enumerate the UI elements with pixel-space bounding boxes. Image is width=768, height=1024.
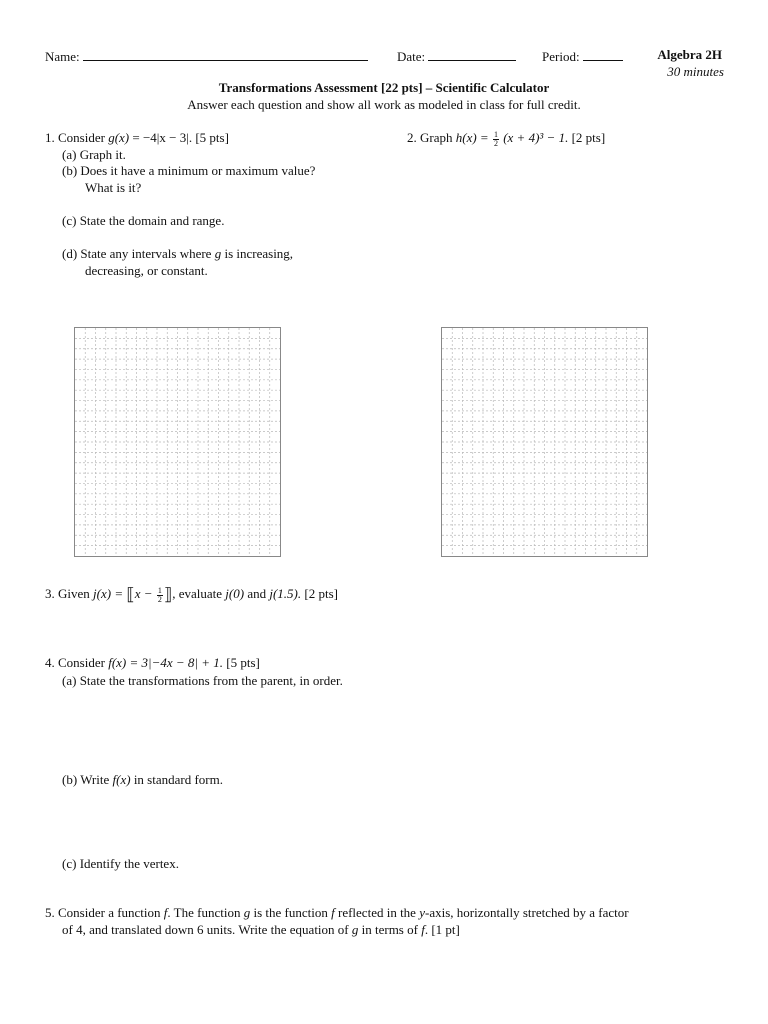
- q2-prefix: Graph: [420, 130, 453, 145]
- q4-stem: [45, 655, 260, 671]
- q5-g1: g: [243, 905, 251, 920]
- q1-stem: [45, 130, 229, 146]
- q3-floor-close: ⟧: [163, 585, 173, 604]
- period-blank[interactable]: [583, 47, 623, 61]
- time-limit: 30 minutes: [667, 64, 724, 79]
- q5-f2: f: [331, 905, 335, 920]
- q2-func-lhs: h(x) =: [455, 130, 489, 145]
- q1b-label: (b): [62, 163, 78, 178]
- q5-text-1c: is the function: [253, 905, 328, 920]
- instructions: Answer each question and show all work as modeled in class for full credit.: [187, 97, 581, 112]
- q4c-text: Identify the vertex.: [79, 856, 179, 871]
- course-name: Algebra 2H: [657, 47, 722, 62]
- q2-graph-grid[interactable]: [441, 327, 648, 557]
- q1d-var: g: [214, 246, 222, 261]
- period-label: Period:: [542, 49, 580, 64]
- q5-text-1a: Consider a function: [58, 905, 161, 920]
- q5-g2: g: [351, 922, 359, 937]
- q5-text-2b: in terms of: [361, 922, 418, 937]
- q1d-text-1a: State any intervals where: [80, 246, 212, 261]
- q4b-func: f(x): [112, 772, 131, 787]
- q3-stem: [45, 585, 338, 605]
- q1d-label: (d): [62, 246, 78, 261]
- q1-func-lhs: g(x): [108, 130, 130, 145]
- q2-func-rest: (x + 4)³ − 1.: [503, 130, 569, 145]
- q5-f3: f: [421, 922, 425, 937]
- q3-inner: x −: [134, 586, 153, 601]
- q5-text-2c: .: [424, 922, 429, 937]
- q1d: [62, 246, 293, 262]
- q4-points: [5 pts]: [226, 655, 260, 670]
- q3-func-lhs: j(x) =: [93, 586, 124, 601]
- q5-line-2: [62, 922, 460, 938]
- q2-fraction: [493, 131, 499, 148]
- q2-frac-den: 2: [493, 138, 498, 148]
- q4b: [62, 772, 223, 788]
- q4c-label: (c): [62, 856, 77, 871]
- q3-frac-den: 2: [157, 594, 162, 604]
- page-title: Transformations Assessment [22 pts] – Scientific Calculator: [218, 80, 550, 95]
- q3-prefix: Given: [58, 586, 90, 601]
- q1b-text-1: Does it have a minimum or maximum value?: [80, 163, 316, 178]
- q1-number: 1.: [45, 130, 55, 145]
- q1a-text: Graph it.: [79, 147, 126, 162]
- q4-prefix: Consider: [58, 655, 105, 670]
- q1a-label: (a): [62, 147, 77, 162]
- q2-stem: [407, 130, 605, 148]
- q1c-label: (c): [62, 213, 77, 228]
- q4b-label: (b): [62, 772, 78, 787]
- q5-text-2a: of 4, and translated down 6 units. Write the equation of: [62, 922, 349, 937]
- date-blank[interactable]: [428, 47, 516, 61]
- q5-points: [1 pt]: [431, 922, 460, 937]
- q1a: [62, 147, 126, 163]
- q4a: [62, 673, 343, 689]
- q5-text-1b: . The function: [167, 905, 241, 920]
- q3-fraction: [157, 587, 163, 604]
- q2-points: [2 pts]: [571, 130, 606, 145]
- q1d-text-2: decreasing, or constant.: [85, 263, 208, 278]
- name-label: Name:: [45, 49, 80, 64]
- q1b: [62, 163, 315, 179]
- name-blank[interactable]: [83, 47, 368, 61]
- q1-func-rhs: = −4|x − 3|.: [132, 130, 193, 145]
- q1c-text: State the domain and range.: [79, 213, 225, 228]
- q3-eval-2: j(1.5).: [269, 586, 302, 601]
- date-label: Date:: [397, 49, 426, 64]
- q4-number: 4.: [45, 655, 55, 670]
- q5-y: y: [419, 905, 425, 920]
- q4b-text-2: in standard form.: [133, 772, 223, 787]
- q4a-label: (a): [62, 673, 77, 688]
- date-row: [397, 47, 516, 65]
- q1c: [62, 213, 224, 229]
- q3-eval-1: j(0): [225, 586, 245, 601]
- q4c: [62, 856, 179, 872]
- q4-func: f(x) = 3|−4x − 8| + 1.: [108, 655, 224, 670]
- q1-points: [5 pts]: [195, 130, 229, 145]
- q3-text-mid: , evaluate: [172, 586, 223, 601]
- q2-frac-num: 1: [493, 129, 498, 139]
- q3-floor-open: ⟦: [126, 585, 135, 604]
- q4a-text: State the transformations from the parent, in order.: [79, 673, 343, 688]
- q2-number: 2.: [407, 130, 417, 145]
- q5-number: 5.: [45, 905, 55, 920]
- q1-prefix: Consider: [58, 130, 105, 145]
- q5-f1: f: [163, 905, 168, 920]
- q3-number: 3.: [45, 586, 55, 601]
- q1d-text-1b: is increasing,: [224, 246, 294, 261]
- q1-graph-grid[interactable]: [74, 327, 281, 557]
- q5-line-1: [45, 905, 629, 921]
- name-row: [45, 47, 368, 65]
- q3-frac-num: 1: [157, 585, 162, 595]
- q4b-text-1: Write: [80, 772, 110, 787]
- q5-text-1d: reflected in the: [338, 905, 416, 920]
- q3-and: and: [247, 586, 267, 601]
- q1b-text-2: What is it?: [85, 180, 142, 195]
- q5-text-1e: -axis, horizontally stretched by a factor: [425, 905, 629, 920]
- q3-points: [2 pts]: [304, 586, 338, 601]
- period-row: [542, 47, 623, 65]
